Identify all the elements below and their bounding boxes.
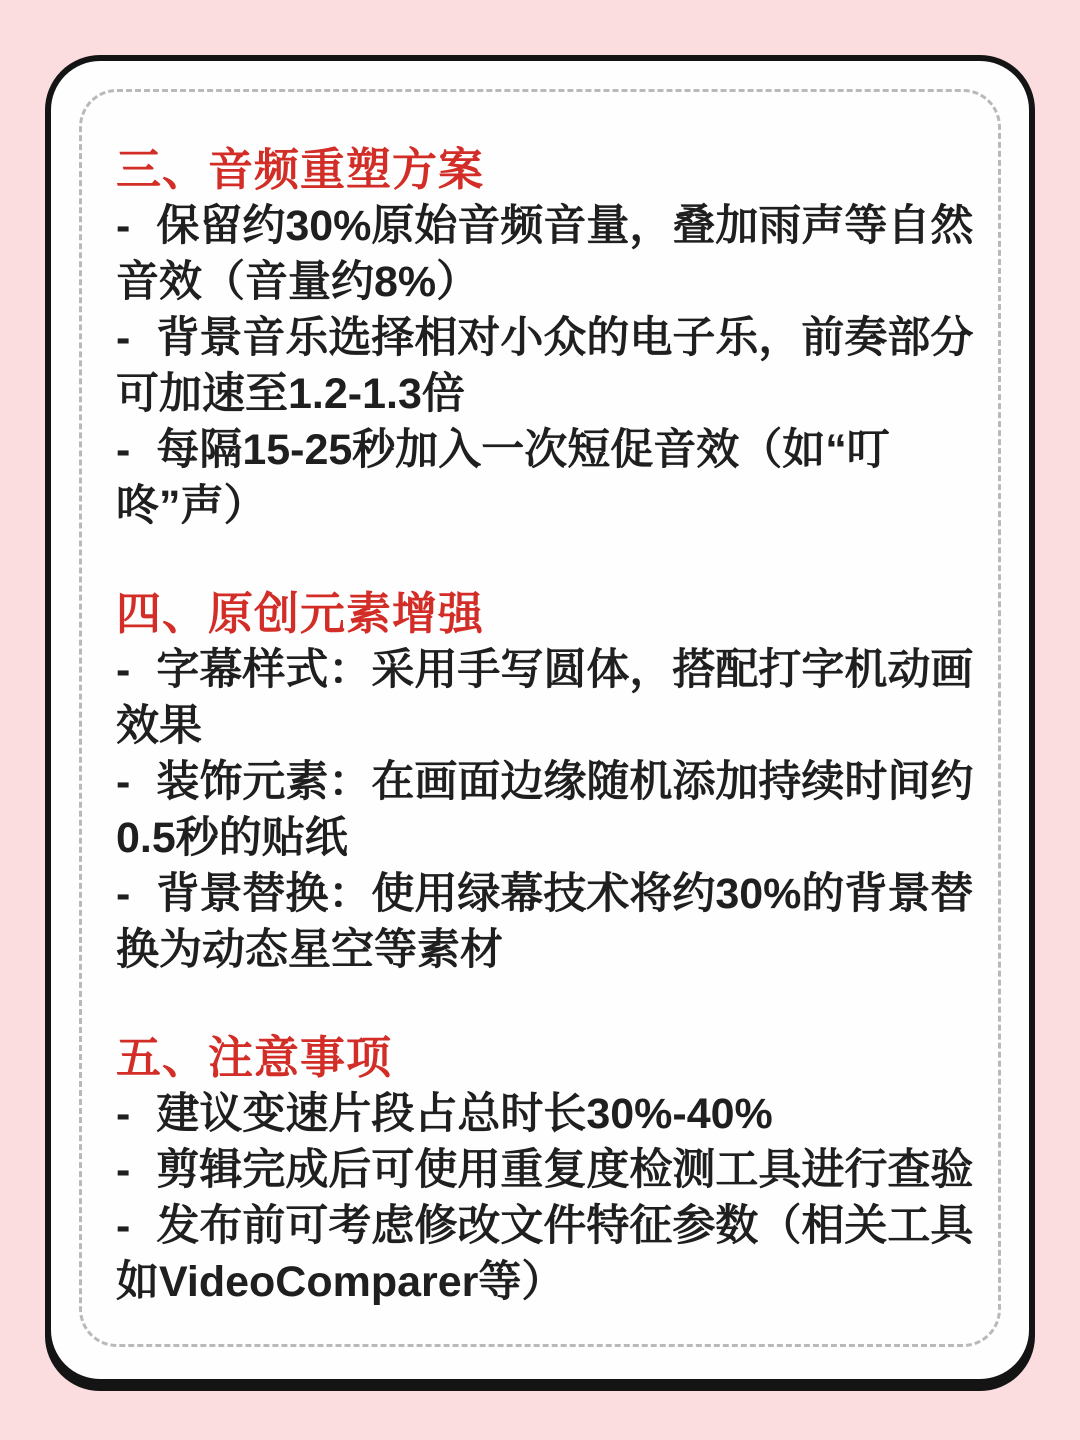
list-item-text: 背景替换：使用绿幕技术将约30%的背景替换为动态星空等素材	[116, 870, 974, 974]
list-item	[116, 422, 974, 534]
section-audio-reshape	[116, 142, 974, 534]
list-item	[116, 754, 974, 866]
bullet-dash: -	[116, 870, 131, 918]
list-item	[116, 642, 974, 754]
bullet-dash: -	[116, 426, 131, 474]
list-item-text: 建议变速片段占总时长30%-40%	[156, 1090, 773, 1138]
section-heading: 五、注意事项	[116, 1032, 393, 1083]
list-item-text: 剪辑完成后可使用重复度检测工具进行查验	[156, 1146, 974, 1194]
bullet-dash: -	[116, 646, 131, 694]
list-item-text: 每隔15-25秒加入一次短促音效（如“叮咚”声）	[116, 426, 890, 530]
note-card	[45, 55, 1035, 1385]
section-heading: 四、原创元素增强	[116, 588, 485, 639]
section-heading: 三、音频重塑方案	[116, 144, 485, 195]
bullet-dash: -	[116, 1202, 131, 1250]
bullet-dash: -	[116, 314, 131, 362]
bullet-dash: -	[116, 202, 131, 250]
list-item	[116, 1142, 974, 1198]
list-item	[116, 1198, 974, 1310]
bullet-dash: -	[116, 758, 131, 806]
list-item	[116, 1086, 974, 1142]
section-notes	[116, 1030, 974, 1310]
list-item-text: 装饰元素：在画面边缘随机添加持续时间约0.5秒的贴纸	[116, 758, 974, 862]
section-original-elements	[116, 586, 974, 978]
dashed-border-frame	[79, 89, 1001, 1347]
bullet-dash: -	[116, 1090, 131, 1138]
bullet-dash: -	[116, 1146, 131, 1194]
list-item	[116, 310, 974, 422]
list-item	[116, 866, 974, 978]
list-item-text: 保留约30%原始音频音量，叠加雨声等自然音效（音量约8%）	[116, 202, 974, 306]
list-item-text: 字幕样式：采用手写圆体，搭配打字机动画效果	[116, 646, 974, 750]
list-item-text: 背景音乐选择相对小众的电子乐，前奏部分可加速至1.2-1.3倍	[116, 314, 974, 418]
list-item	[116, 198, 974, 310]
list-item-text: 发布前可考虑修改文件特征参数（相关工具如VideoComparer等）	[116, 1202, 974, 1306]
